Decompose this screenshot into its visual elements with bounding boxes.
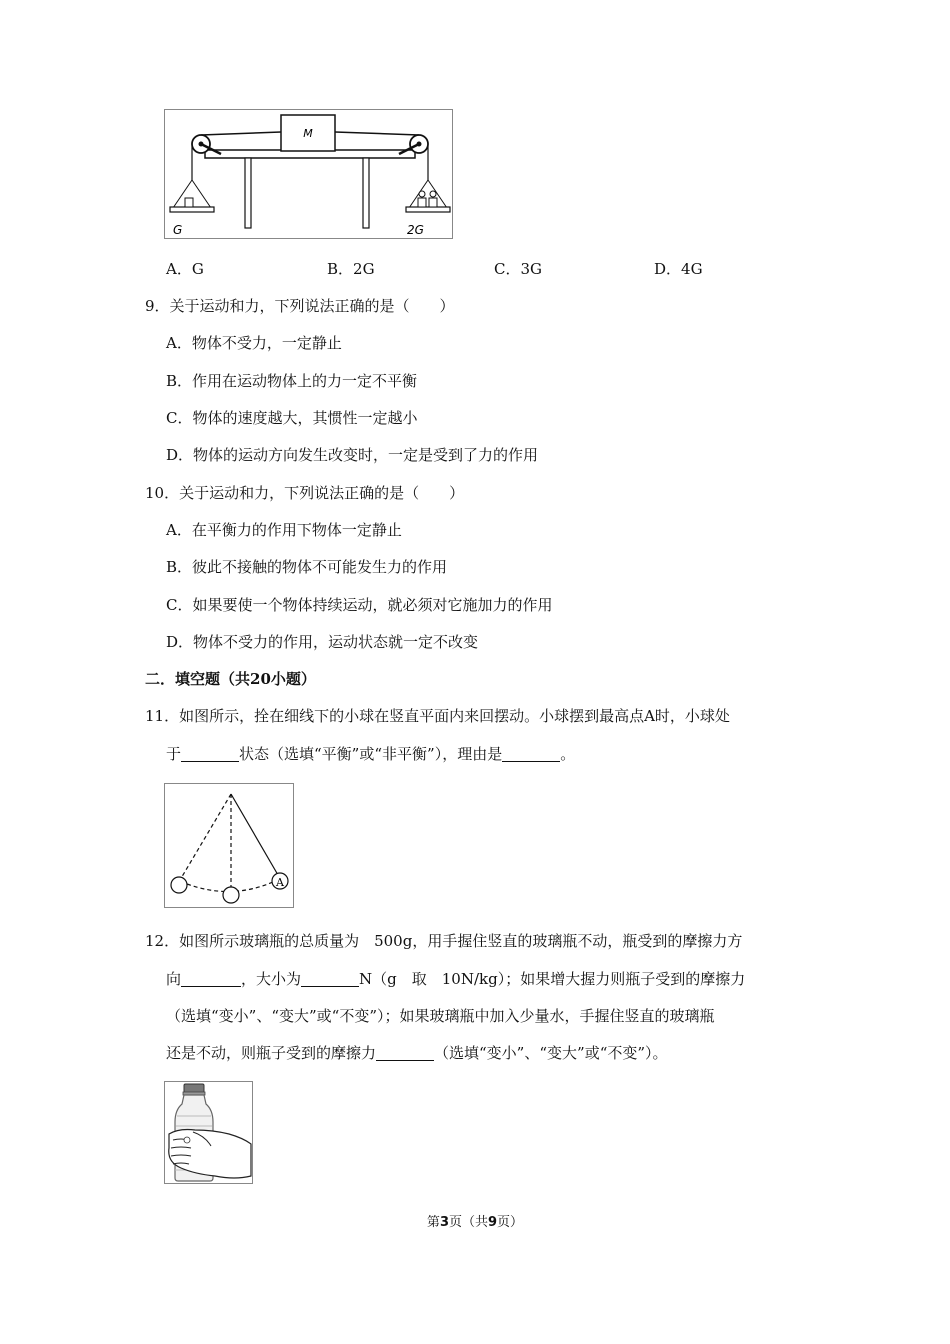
- q12-line-1: 12．如图所示玻璃瓶的总质量为 500g，用手握住竖直的玻璃瓶不动，瓶受到的摩擦力方: [145, 932, 743, 950]
- footer-total-pages: 9: [488, 1215, 498, 1230]
- q11-line-1: 11．如图所示，拴在细线下的小球在竖直平面内来回摆动。小球摆到最高点A时，小球处: [145, 707, 730, 725]
- bottle-hand-illustration: [165, 1082, 252, 1183]
- q12-line-4: [166, 1043, 668, 1063]
- q8-figure: [164, 109, 453, 239]
- q12-text-d: 还是不动，则瓶子受到的摩擦力: [166, 1044, 377, 1062]
- q8-option-a: A．G: [166, 260, 204, 278]
- q9-option-d: D．物体的运动方向发生改变时，一定是受到了力的作用: [166, 446, 539, 464]
- pendulum-diagram: [165, 784, 293, 907]
- q12-line-3: （选填“变小”、“变大”或“不变”）；如果玻璃瓶中加入少量水，手握住竖直的玻璃瓶: [166, 1007, 715, 1025]
- left-weight-label: G: [173, 223, 183, 237]
- q10-option-a: A．在平衡力的作用下物体一定静止: [166, 521, 402, 539]
- footer-middle: 页（共: [448, 1215, 488, 1230]
- q9-option-c: C．物体的速度越大，其惯性一定越小: [166, 409, 418, 427]
- footer-page-number: 3: [439, 1215, 449, 1230]
- q8-option-c: C．3G: [494, 260, 543, 278]
- q10-option-d: D．物体不受力的作用，运动状态就一定不改变: [166, 633, 479, 651]
- q12-blank-1[interactable]: [181, 970, 241, 987]
- section-heading: 二．填空题（共20小题）: [145, 670, 316, 688]
- q12-line-2: [166, 969, 745, 989]
- point-a-label: A: [276, 876, 284, 889]
- footer-prefix: 第: [426, 1215, 440, 1230]
- q12-blank-3[interactable]: [376, 1044, 434, 1061]
- q12-text-c: N（g 取 10N/kg）；如果增大握力则瓶子受到的摩擦力: [359, 970, 746, 988]
- q9-option-b: B．作用在运动物体上的力一定不平衡: [166, 372, 418, 390]
- block-label: M: [303, 127, 313, 140]
- q11-text-c: 。: [560, 745, 576, 763]
- q8-option-d: D．4G: [654, 260, 703, 278]
- footer-suffix: 页）: [497, 1215, 524, 1230]
- q12-figure: [164, 1081, 253, 1184]
- q9-option-a: A．物体不受力，一定静止: [166, 334, 342, 352]
- q12-blank-2[interactable]: [301, 970, 359, 987]
- page-footer: [0, 1214, 950, 1232]
- q10-option-b: B．彼此不接触的物体不可能发生力的作用: [166, 558, 448, 576]
- q12-text-b: ，大小为: [241, 970, 302, 988]
- q8-option-b: B．2G: [327, 260, 375, 278]
- q11-text-a: 于: [166, 745, 182, 763]
- q10-option-c: C．如果要使一个物体持续运动，就必须对它施加力的作用: [166, 596, 553, 614]
- q11-blank-2[interactable]: [502, 745, 560, 762]
- q12-text-e: （选填“变小”、“变大”或“不变”）。: [434, 1044, 668, 1062]
- q11-figure: [164, 783, 294, 908]
- q11-text-b: 状态（选填“平衡”或“非平衡”），理由是: [239, 745, 503, 763]
- q11-blank-1[interactable]: [181, 745, 239, 762]
- q9-stem: 9．关于运动和力，下列说法正确的是（ ）: [145, 297, 455, 315]
- pulley-table-diagram: [165, 110, 452, 238]
- q11-line-2: [166, 744, 575, 764]
- q12-text-a: 向: [166, 970, 182, 988]
- right-weight-label: 2G: [407, 223, 424, 237]
- q10-stem: 10．关于运动和力，下列说法正确的是（ ）: [145, 484, 465, 502]
